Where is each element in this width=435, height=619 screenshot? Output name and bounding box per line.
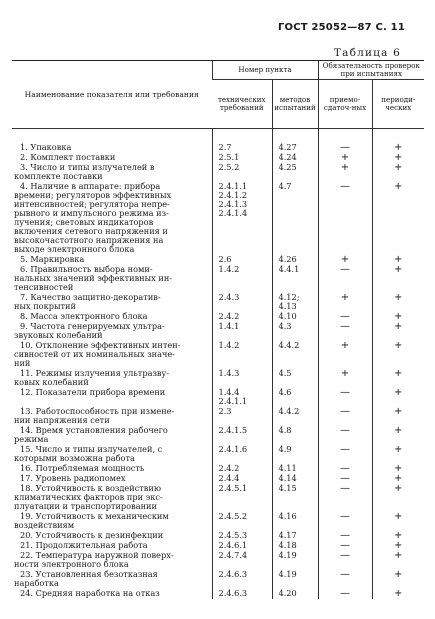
acceptance-mark-cell — [318, 293, 372, 312]
requirement-name: интенсивностей; регулятора непре- — [14, 199, 170, 209]
column-header-obligation-group: Обязательность проверок при испытаниях — [318, 61, 424, 80]
column-header-clause-group: Номер пункта — [212, 61, 318, 80]
tech-req-clause-cell — [212, 293, 272, 312]
requirement-name-cell — [12, 369, 212, 388]
test-method-clause: 4.4.2 — [278, 406, 300, 416]
requirement-name: 22. Температура наружной поверх- — [20, 550, 174, 560]
requirement-name: 14. Время установления рабочего — [20, 425, 168, 435]
periodic-mark: + — [394, 473, 403, 484]
acceptance-mark-cell — [318, 445, 372, 464]
tech-req-clause: 2.4.2 — [218, 463, 240, 473]
acceptance-mark-cell — [318, 341, 372, 369]
test-method-clause: 4.4.2 — [278, 340, 300, 350]
tech-req-clause: 1.4.2 — [218, 340, 240, 350]
requirement-name-cell — [12, 551, 212, 570]
periodic-mark: + — [394, 254, 403, 265]
requirement-name-cell — [12, 129, 212, 154]
acceptance-mark: — — [340, 406, 350, 417]
acceptance-mark-cell — [318, 589, 372, 599]
requirement-name: 3. Число и типы излучателей в — [20, 162, 155, 172]
test-method-clause: 4.4.1 — [278, 264, 300, 274]
tech-req-clause: 2.7 — [218, 142, 232, 152]
table-header — [12, 61, 424, 129]
test-method-clause: 4.19 — [278, 550, 297, 560]
requirement-name: климатических факторов при экс- — [14, 492, 163, 502]
periodic-mark: + — [394, 142, 403, 153]
requirement-name-cell — [12, 163, 212, 182]
requirement-name: ковых колебаний — [14, 377, 89, 387]
tech-req-clause: 1.4.3 — [218, 368, 240, 378]
tech-req-clause-cell — [212, 407, 272, 426]
tech-req-clause: 2.4.1.1 — [218, 181, 248, 191]
test-method-clause: 4.17 — [278, 530, 297, 540]
tech-req-clause: 2.4.1.5 — [218, 425, 248, 435]
acceptance-mark: — — [340, 321, 350, 332]
table-row — [12, 589, 424, 599]
tech-req-clause: 2.4.2 — [218, 311, 240, 321]
test-method-clause: 4.18 — [278, 540, 297, 550]
table-row — [12, 265, 424, 293]
periodic-mark: + — [394, 264, 403, 275]
table-row — [12, 129, 424, 154]
tech-req-clause: 2.6 — [218, 254, 232, 264]
requirement-name-cell — [12, 322, 212, 341]
acceptance-mark-cell — [318, 322, 372, 341]
periodic-mark-cell — [372, 322, 424, 341]
test-method-clause-cell — [272, 426, 318, 445]
acceptance-mark: + — [340, 254, 350, 265]
acceptance-mark: — — [340, 530, 350, 541]
column-header-periodic: периоди-ческих — [372, 80, 424, 129]
periodic-mark: + — [394, 181, 403, 192]
tech-req-clause: 2.4.5.1 — [218, 483, 248, 493]
tech-req-clause-cell — [212, 265, 272, 293]
requirement-name: режима — [14, 434, 49, 444]
periodic-mark: + — [394, 311, 403, 322]
tech-req-clause-cell — [212, 512, 272, 531]
test-method-clause-cell — [272, 512, 318, 531]
requirement-name: тенсивностей — [14, 282, 74, 292]
acceptance-mark-cell — [318, 182, 372, 255]
acceptance-mark: — — [340, 311, 350, 322]
requirement-name: высокочастотного напряжения на — [14, 235, 164, 245]
tech-req-clause: 1.4.2 — [218, 264, 240, 274]
tech-req-clause: 1.4.1 — [218, 321, 240, 331]
acceptance-mark-cell — [318, 388, 372, 407]
requirement-name: выходе электронного блока — [14, 244, 135, 254]
requirement-name-cell — [12, 484, 212, 512]
tech-req-clause: 2.4.7.4 — [218, 550, 248, 560]
periodic-mark: + — [394, 321, 403, 332]
requirement-name: 8. Масса электронного блока — [20, 311, 148, 321]
tech-req-clause-cell — [212, 388, 272, 407]
periodic-mark: + — [394, 569, 403, 580]
table-row — [12, 293, 424, 312]
acceptance-mark-cell — [318, 551, 372, 570]
acceptance-mark-cell — [318, 484, 372, 512]
acceptance-mark-cell — [318, 163, 372, 182]
periodic-mark: + — [394, 540, 403, 551]
test-method-clause: 4.24 — [278, 152, 297, 162]
requirement-name: ний — [14, 358, 31, 368]
tech-req-clause: 2.5.1 — [218, 152, 240, 162]
test-method-clause: 4.9 — [278, 444, 292, 454]
requirement-name: 13. Работоспособность при измене- — [20, 406, 175, 416]
requirement-name-cell — [12, 570, 212, 589]
tech-req-clause: 2.4.6.3 — [218, 569, 248, 579]
acceptance-mark-cell — [318, 369, 372, 388]
table-body — [12, 129, 424, 600]
requirement-name: 2. Комплект поставки — [20, 152, 116, 162]
tech-req-clause: 2.4.5.3 — [218, 530, 248, 540]
table-row — [12, 322, 424, 341]
requirement-name: которыми возможна работа — [14, 453, 135, 463]
requirement-name: 19. Устойчивость к механическим — [20, 511, 169, 521]
tech-req-clause-cell — [212, 426, 272, 445]
periodic-mark-cell — [372, 570, 424, 589]
tech-req-clause: 2.4.4 — [218, 473, 240, 483]
periodic-mark-cell — [372, 426, 424, 445]
acceptance-mark: — — [340, 569, 350, 580]
requirement-name: 5. Маркировка — [20, 254, 85, 264]
periodic-mark: + — [394, 483, 403, 494]
column-header-test-methods: методов испытаний — [272, 80, 318, 129]
test-method-clause-cell — [272, 589, 318, 599]
requirement-name: времени; регуляторов эффективных — [14, 190, 172, 200]
test-method-clause: 4.25 — [278, 162, 297, 172]
requirement-name: плуатации и транспортировании — [14, 501, 157, 511]
table-row — [12, 484, 424, 512]
test-method-clause-cell — [272, 388, 318, 407]
tech-req-clause: 2.4.6.3 — [218, 588, 248, 598]
test-method-clause: 4.27 — [278, 142, 297, 152]
test-method-clause-cell — [272, 322, 318, 341]
test-method-clause-cell — [272, 484, 318, 512]
test-method-clause: 4.26 — [278, 254, 297, 264]
periodic-mark-cell — [372, 388, 424, 407]
tech-req-clause: 2.4.1.2 — [218, 190, 248, 200]
requirement-name: 12. Показатели прибора времени — [20, 387, 166, 397]
periodic-mark-cell — [372, 407, 424, 426]
table-row — [12, 163, 424, 182]
column-header-name: Наименование показателя или требования — [12, 61, 212, 129]
acceptance-mark: + — [340, 152, 350, 163]
periodic-mark-cell — [372, 265, 424, 293]
acceptance-mark: — — [340, 588, 350, 599]
tech-req-clause-cell — [212, 551, 272, 570]
test-method-clause: 4.11 — [278, 463, 297, 473]
column-header-tech-req: технических требований — [212, 80, 272, 129]
test-method-clause-cell — [272, 293, 318, 312]
requirement-name: 20. Устойчивость к дезинфекции — [20, 530, 164, 540]
tech-req-clause: 2.4.6.1 — [218, 540, 248, 550]
table-row — [12, 570, 424, 589]
periodic-mark: + — [394, 292, 403, 303]
requirement-name: нии напряжения сети — [14, 415, 110, 425]
acceptance-mark-cell — [318, 570, 372, 589]
periodic-mark-cell — [372, 369, 424, 388]
tech-req-clause-cell — [212, 570, 272, 589]
acceptance-mark: — — [340, 264, 350, 275]
requirement-name: наработка — [14, 578, 59, 588]
requirement-name-cell — [12, 445, 212, 464]
periodic-mark-cell — [372, 293, 424, 312]
requirement-name-cell — [12, 589, 212, 599]
tech-req-clause: 2.4.5.2 — [218, 511, 248, 521]
acceptance-mark: + — [340, 340, 350, 351]
test-method-clause: 4.12; — [278, 292, 300, 302]
requirement-name: ности электронного блока — [14, 559, 129, 569]
table-row — [12, 512, 424, 531]
requirement-name: 10. Отклонение эффективных интен- — [20, 340, 181, 350]
acceptance-mark: — — [340, 511, 350, 522]
requirement-name: 16. Потребляемая мощность — [20, 463, 145, 473]
requirement-name: 23. Установленная безотказная — [20, 569, 158, 579]
test-method-clause-cell — [272, 182, 318, 255]
acceptance-mark: — — [340, 550, 350, 561]
test-method-clause: 4.15 — [278, 483, 297, 493]
periodic-mark: + — [394, 387, 403, 398]
acceptance-mark-cell — [318, 129, 372, 154]
requirement-name: ных покрытий — [14, 301, 76, 311]
test-method-clause: 4.5 — [278, 368, 292, 378]
requirement-name: сивностей от их номинальных значе- — [14, 349, 176, 359]
tech-req-clause-cell — [212, 182, 272, 255]
table-row — [12, 407, 424, 426]
table-row — [12, 445, 424, 464]
requirement-name-cell — [12, 341, 212, 369]
test-method-clause-cell — [272, 265, 318, 293]
requirement-name: 15. Число и типы излучателей, с — [20, 444, 163, 454]
test-method-clause: 4.10 — [278, 311, 297, 321]
test-method-clause: 4.6 — [278, 387, 292, 397]
acceptance-mark: — — [340, 473, 350, 484]
test-method-clause: 4.16 — [278, 511, 297, 521]
periodic-mark: + — [394, 550, 403, 561]
periodic-mark: + — [394, 152, 403, 163]
table-row — [12, 388, 424, 407]
test-method-clause: 4.8 — [278, 425, 292, 435]
tech-req-clause-cell — [212, 163, 272, 182]
requirement-name: рывного и импульсного режима из- — [14, 208, 169, 218]
test-method-clause-cell — [272, 445, 318, 464]
tech-req-clause: 2.4.1.3 — [218, 199, 248, 209]
test-method-clause: 4.20 — [278, 588, 297, 598]
tech-req-clause: 2.4.3 — [218, 292, 240, 302]
periodic-mark-cell — [372, 484, 424, 512]
acceptance-mark: — — [340, 463, 350, 474]
requirement-name: лучения; световых индикаторов — [14, 217, 154, 227]
tech-req-clause-cell — [212, 322, 272, 341]
requirement-name-cell — [12, 265, 212, 293]
tech-req-clause-cell — [212, 369, 272, 388]
periodic-mark: + — [394, 406, 403, 417]
tech-req-clause: 2.3 — [218, 406, 232, 416]
periodic-mark: + — [394, 425, 403, 436]
acceptance-mark: — — [340, 425, 350, 436]
tech-req-clause: 2.4.1.1 — [218, 396, 248, 406]
tech-req-clause: 2.5.2 — [218, 162, 240, 172]
requirement-name-cell — [12, 407, 212, 426]
acceptance-mark: — — [340, 387, 350, 398]
acceptance-mark-cell — [318, 407, 372, 426]
requirement-name: нальных значений эффективных ин- — [14, 273, 173, 283]
requirement-name: 6. Правильность выбора номи- — [20, 264, 153, 274]
periodic-mark: + — [394, 588, 403, 599]
requirement-name: 1. Упаковка — [20, 142, 72, 152]
table-row — [12, 551, 424, 570]
table-row — [12, 341, 424, 369]
acceptance-mark: + — [340, 292, 350, 303]
periodic-mark-cell — [372, 163, 424, 182]
periodic-mark: + — [394, 463, 403, 474]
test-method-clause-cell — [272, 570, 318, 589]
periodic-mark-cell — [372, 129, 424, 154]
periodic-mark: + — [394, 530, 403, 541]
requirement-name-cell — [12, 512, 212, 531]
tech-req-clause: 2.4.1.4 — [218, 208, 248, 218]
requirement-name: звуковых колебаний — [14, 330, 103, 340]
tech-req-clause-cell — [212, 589, 272, 599]
tech-req-clause-cell — [212, 484, 272, 512]
tech-req-clause-cell — [212, 129, 272, 154]
test-method-clause-cell — [272, 341, 318, 369]
periodic-mark: + — [394, 340, 403, 351]
requirement-name: 4. Наличие в аппарате: прибора — [20, 181, 161, 191]
acceptance-mark-cell — [318, 426, 372, 445]
acceptance-mark: — — [340, 540, 350, 551]
test-method-clause-cell — [272, 369, 318, 388]
periodic-mark-cell — [372, 512, 424, 531]
acceptance-mark: + — [340, 368, 350, 379]
requirement-name: 9. Частота генерируемых ультра- — [20, 321, 165, 331]
periodic-mark: + — [394, 444, 403, 455]
requirement-name: комплекте поставки — [14, 171, 103, 181]
acceptance-mark: — — [340, 483, 350, 494]
periodic-mark-cell — [372, 341, 424, 369]
requirement-name-cell — [12, 388, 212, 407]
test-method-clause-cell — [272, 129, 318, 154]
test-method-clause-cell — [272, 163, 318, 182]
requirement-name: включения сетевого напряжения и — [14, 226, 168, 236]
test-method-clause-cell — [272, 551, 318, 570]
requirements-table — [12, 60, 424, 599]
test-method-clause: 4.19 — [278, 569, 297, 579]
periodic-mark: + — [394, 511, 403, 522]
periodic-mark-cell — [372, 182, 424, 255]
periodic-mark-cell — [372, 445, 424, 464]
table-row — [12, 426, 424, 445]
table-row — [12, 182, 424, 255]
acceptance-mark-cell — [318, 512, 372, 531]
periodic-mark: + — [394, 368, 403, 379]
requirement-name: 24. Средняя наработка на отказ — [20, 588, 160, 598]
tech-req-clause: 2.4.1.6 — [218, 444, 248, 454]
requirement-name: 11. Режимы излучения ультразву- — [20, 368, 170, 378]
requirement-name: 7. Качество защитно-декоратив- — [20, 292, 161, 302]
test-method-clause: 4.14 — [278, 473, 297, 483]
requirement-name-cell — [12, 293, 212, 312]
requirement-name: 21. Продолжительная работа — [20, 540, 148, 550]
acceptance-mark: — — [340, 142, 350, 153]
tech-req-clause: 1.4.4 — [218, 387, 240, 397]
test-method-clause: 4.13 — [278, 301, 297, 311]
test-method-clause-cell — [272, 407, 318, 426]
test-method-clause: 4.7 — [278, 181, 292, 191]
periodic-mark-cell — [372, 551, 424, 570]
periodic-mark-cell — [372, 589, 424, 599]
requirement-name: воздействиям — [14, 520, 75, 530]
acceptance-mark: + — [340, 162, 350, 173]
requirement-name: 18. Устойчивость к воздействию — [20, 483, 162, 493]
table-title: Таблица 6 — [333, 47, 401, 59]
acceptance-mark: — — [340, 181, 350, 192]
standard-header: ГОСТ 25052—87 С. 11 — [277, 22, 405, 33]
requirement-name-cell — [12, 426, 212, 445]
acceptance-mark: — — [340, 444, 350, 455]
table-row — [12, 369, 424, 388]
acceptance-mark-cell — [318, 265, 372, 293]
column-header-acceptance: приемо-сдаточ-ных — [318, 80, 372, 129]
test-method-clause: 4.3 — [278, 321, 292, 331]
requirement-name-cell — [12, 182, 212, 255]
requirement-name: 17. Уровень радиопомех — [20, 473, 126, 483]
periodic-mark: + — [394, 162, 403, 173]
tech-req-clause-cell — [212, 445, 272, 464]
tech-req-clause-cell — [212, 341, 272, 369]
